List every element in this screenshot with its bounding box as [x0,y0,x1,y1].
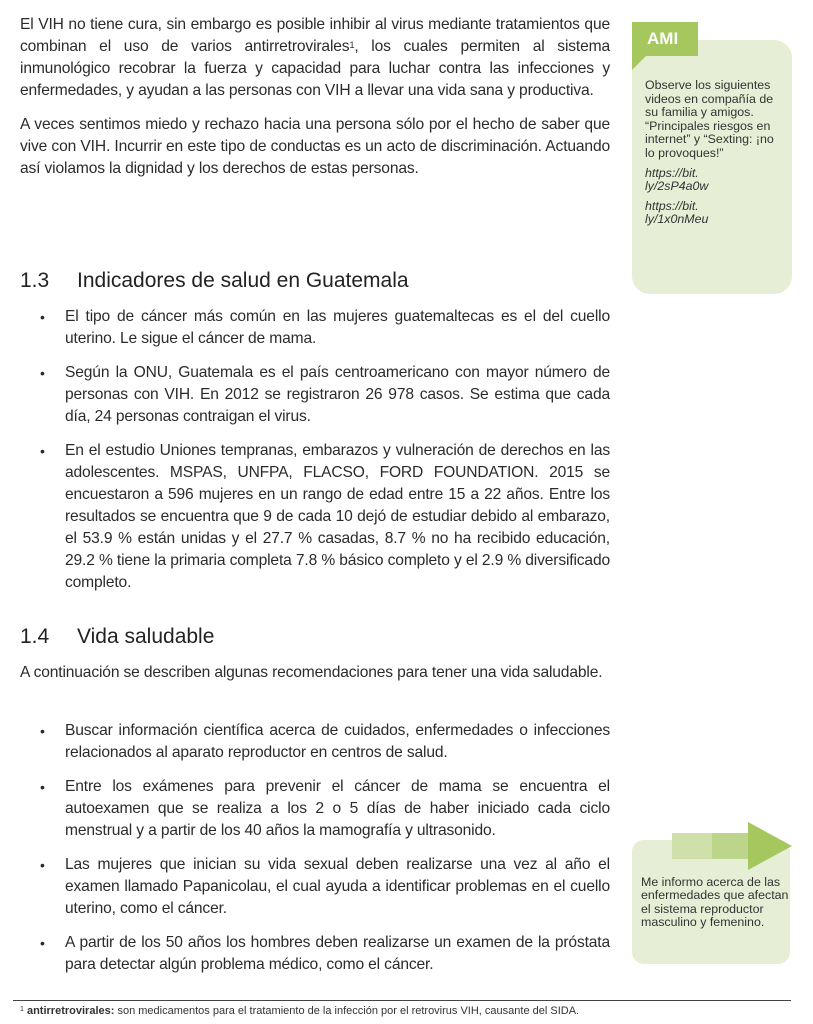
list-item [20,440,610,594]
list-item-text: A partir de los 50 años los hombres deben realizarse un examen de la próstata para detectar algún problema médico, como el cáncer. [65,934,610,973]
bullet-icon: • [40,935,45,951]
recomendaciones-list [20,720,610,976]
section-number: 1.3 [20,269,50,292]
arrow-right-icon-band [712,833,750,859]
video-link-1[interactable] [645,167,785,194]
learning-goal-text: Me informo acerca de las enfermedades que afectan el sistema reproductor masculino y femenino. [641,875,789,930]
section-title: Indicadores de salud en Guatemala [77,269,409,292]
arrow-right-icon [748,822,792,870]
bullet-icon: • [40,857,45,873]
bullet-icon: • [40,779,45,795]
list-item-text: Según la ONU, Guatemala es el país centroamericano con mayor número de personas con VIH. En 2012 se registraron 26 978 casos. Se estima que cada día, 24 personas contraigan el virus. [65,364,610,425]
list-item [20,776,610,842]
ami-text-block [645,79,785,227]
bullet-icon: • [40,443,45,459]
list-item [20,932,610,976]
bullet-icon: • [40,723,45,739]
paragraph-text: El VIH no tiene cura, sin embargo es posible inhibir al virus mediante tratamientos que combinan el uso de varios antirretrovirales [20,16,610,55]
list-item-text: Las mujeres que inician su vida sexual deben realizarse una vez al año el examen llamado Papanicolau, el cual ayuda a identificar problemas en el cuello uterino, como el cáncer. [65,856,610,917]
list-item [20,854,610,920]
list-item-text: Entre los exámenes para prevenir el cáncer de mama se encuentra el autoexamen que se realiza a los 2 o 5 días de haber iniciado cada ciclo menstrual y a partir de los 40 años la mamografía y ultrasonido. [65,778,610,839]
section-heading-1-4 [20,624,214,650]
section-intro: A continuación se describen algunas recomendaciones para tener una vida saludable. [20,664,603,681]
list-item-text: En el estudio Uniones tempranas, embarazos y vulneración de derechos en las adolescentes. MSPAS, UNFPA, FLACSO, FORD FOUNDATION. 2015 se encuestaron a 596 mujeres en un rango de edad entre 15 a 22 años. Entre los resultados se encuentra que 9 de cada 10 dejó de estudiar debido al embarazo, el 53.9 % están unidas y el 27.7 % casadas, 8.7 % no ha recibido educación, 29.2 % tiene la primaria completa 7.8 % básico completo y el 2.9 % diversificado completo. [65,442,610,591]
footnote-reference[interactable]: 1 [349,40,355,50]
ami-title: AMI [647,29,679,48]
bullet-icon: • [40,365,45,381]
ami-instructions: Observe los siguientes videos en compañía de su familia y amigos. “Principales riesgos en internet” y “Sexting: ¡no lo provoques!” [645,78,774,160]
paragraph-vih-cura [20,14,610,102]
footnote-definition: son medicamentos para el tratamiento de la infección por el retrovirus VIH, causante del SIDA. [114,1005,580,1017]
link-part[interactable]: https://bit. [645,198,699,213]
indicadores-list [20,306,610,594]
arrow-right-icon-band [672,833,712,859]
bullet-icon: • [40,309,45,325]
ami-tab-tail [632,56,646,70]
list-item [20,362,610,428]
section-number: 1.4 [20,625,50,648]
footnote-marker: 1 [20,1006,24,1013]
list-item-text: Buscar información científica acerca de cuidados, enfermedades o infecciones relacionados al aparato reproductor en centros de salud. [65,722,610,761]
main-content [20,14,610,973]
section-title: Vida saludable [77,625,215,648]
link-part[interactable]: ly/2sP4a0w [645,179,709,194]
link-part[interactable]: ly/1x0nMeu [645,212,709,227]
paragraph-discriminacion: A veces sentimos miedo y rechazo hacia una persona sólo por el hecho de saber que vive con VIH. Incurrir en este tipo de conductas es un acto de discriminación. Actuando así violamos la dignidad y los derechos de estas personas. [20,116,610,177]
video-link-2[interactable] [645,200,785,227]
footnote-divider [13,1000,791,1001]
list-item-text: El tipo de cáncer más común en las mujeres guatemaltecas es el del cuello uterino. Le sigue el cáncer de mama. [65,308,610,347]
section-heading-1-3 [20,268,409,294]
footnote-term: antirretrovirales: [26,1005,115,1017]
link-part[interactable]: https://bit. [645,165,699,180]
footnote [20,1004,579,1018]
list-item [20,720,610,764]
paragraph-text: , los cuales permiten al sistema inmunológico recobrar la fuerza y capacidad para luchar contra las infecciones y enfermedades, y ayudan a las personas con VIH a llevar una vida sana y productiva. [20,38,610,99]
list-item [20,306,610,350]
